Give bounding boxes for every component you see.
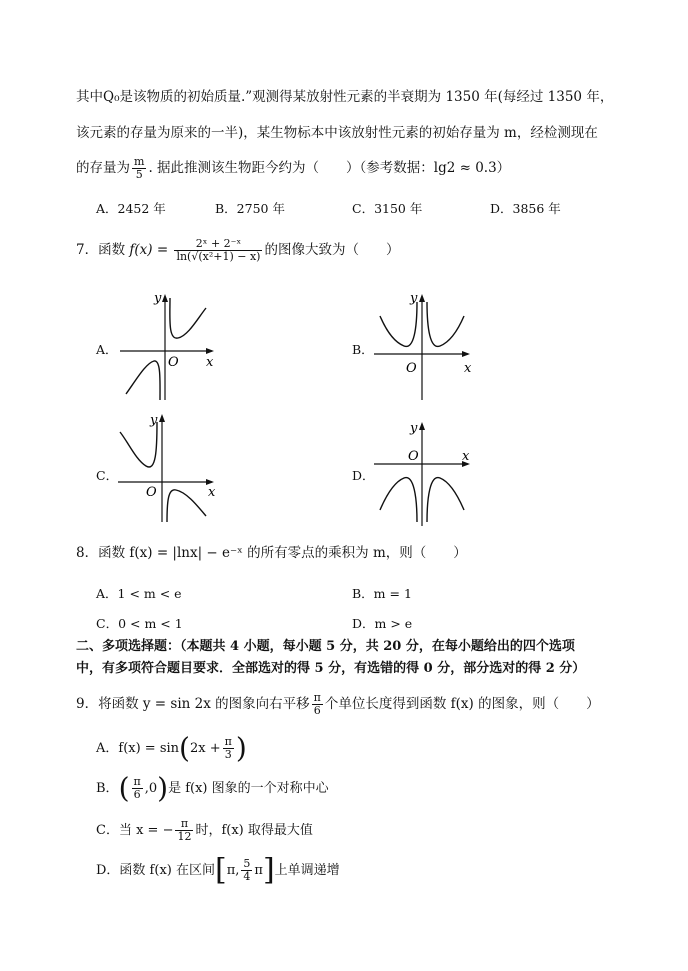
q9-option-c-prefix: C．当 x = − — [96, 823, 174, 838]
q9-option-b-point: ,0 — [144, 781, 158, 796]
right-paren: ) — [157, 771, 169, 805]
x-axis-arrow-icon — [206, 348, 214, 354]
right-paren: ) — [235, 731, 247, 765]
curve-right — [170, 298, 206, 338]
q9-option-c-num: π — [175, 818, 193, 831]
origin-label: O — [168, 355, 179, 370]
x-axis-arrow-icon — [462, 351, 470, 357]
curve-right — [427, 302, 464, 346]
q9-stem-suffix: 个单位长度得到函数 f(x) 的图象，则（ ） — [324, 696, 600, 712]
q9-option-d[interactable] — [96, 852, 340, 888]
q9-option-d-end: π — [254, 863, 263, 878]
q7-fraction-num: 2ˣ + 2⁻ˣ — [174, 238, 262, 251]
y-axis-arrow-icon — [419, 294, 425, 302]
q9-option-c-den: 12 — [177, 830, 192, 843]
q9-option-a-prefix: A．f(x) = sin — [96, 741, 180, 756]
q6-option-b[interactable]: B．2750 年 — [215, 201, 285, 216]
q8-option-b[interactable]: B．m = 1 — [352, 586, 412, 601]
curve-right — [167, 490, 206, 522]
q6-fraction-num: m — [134, 155, 145, 168]
y-axis-arrow-icon — [419, 422, 425, 430]
q9-option-b-label: B． — [96, 781, 119, 796]
q9-option-a-fraction — [223, 736, 234, 761]
q9-option-d-fraction — [241, 858, 252, 883]
y-label: y — [150, 413, 158, 428]
q6-line-1: 其中Q₀是该物质的初始质量.”观测得某放射性元素的半衰期为 1350 年(每经过 1350 年， — [76, 89, 614, 105]
y-axis-arrow-icon — [159, 414, 165, 422]
q6-fraction-den: 5 — [135, 168, 143, 181]
x-label: x — [206, 355, 214, 370]
q6-option-c[interactable]: C．3150 年 — [352, 201, 423, 216]
origin-label: O — [408, 449, 419, 464]
q7-option-a-label[interactable]: A． — [96, 342, 118, 357]
section2-heading-line-2: 中，有多项符合题目要求．全部选对的得 5 分，有选错的得 0 分，部分选对的得 2 分） — [76, 661, 586, 676]
y-label: y — [410, 291, 418, 306]
x-label: x — [462, 449, 470, 464]
q9-option-a[interactable] — [96, 731, 247, 765]
y-label: y — [410, 421, 418, 436]
q9-shift-num: π — [313, 691, 321, 704]
section2-heading-line-1: 二、多项选择题：（本题共 4 小题，每小题 5 分，共 20 分，在每小题给出的四个选项 — [76, 639, 575, 654]
q8-option-c[interactable]: C．0 < m < 1 — [96, 616, 183, 631]
curve-right — [427, 478, 464, 522]
left-paren: ( — [118, 771, 130, 805]
curve-left — [126, 361, 160, 400]
q9-option-d-den: 4 — [243, 870, 251, 883]
q9-option-c-fraction — [175, 818, 193, 843]
q9-option-c-suffix: 时，f(x) 取得最大值 — [195, 823, 313, 838]
curve-left — [120, 422, 157, 467]
q7-fraction — [174, 238, 262, 263]
q9-option-d-prefix: D．函数 f(x) 在区间 — [96, 863, 215, 878]
left-paren: ( — [179, 731, 190, 765]
q6-option-a[interactable]: A．2452 年 — [96, 201, 166, 216]
q9-option-d-suffix: 上单调递增 — [274, 863, 340, 878]
q8-stem: 8．函数 f(x) = |lnx| − e⁻ˣ 的所有零点的乘积为 m，则（ ） — [76, 545, 467, 561]
q7-graph-c[interactable] — [116, 410, 220, 525]
q7-option-d-label[interactable]: D． — [352, 468, 375, 483]
q7-prefix: 7．函数 — [76, 242, 126, 258]
q9-option-b[interactable] — [96, 771, 329, 805]
q9-stem-prefix: 9．将函数 y = sin 2x 的图象向右平移 — [76, 696, 310, 712]
curve-left — [380, 478, 417, 522]
origin-label: O — [406, 361, 417, 376]
q6-line-2: 该元素的存量为原来的一半)，某生物标本中该放射性元素的初始存量为 m，经检测现在 — [76, 125, 598, 141]
y-axis-arrow-icon — [162, 294, 168, 302]
left-bracket: [ — [214, 852, 227, 888]
q9-shift-fraction — [312, 692, 323, 717]
q9-option-a-den: 3 — [224, 748, 232, 761]
q9-option-b-den: 6 — [133, 788, 141, 801]
x-label: x — [464, 361, 472, 376]
q7-stem — [76, 238, 399, 263]
q9-option-b-text: 是 f(x) 图象的一个对称中心 — [168, 781, 329, 796]
q7-graph-b[interactable] — [372, 288, 476, 403]
q6-line-3 — [76, 156, 510, 181]
x-label: x — [208, 485, 216, 500]
q9-option-a-inner: 2x + — [189, 741, 221, 756]
q9-option-d-num: 5 — [243, 857, 251, 870]
q8-option-a[interactable]: A．1 < m < e — [96, 586, 182, 601]
q7-function-name: f(x) = — [129, 242, 169, 258]
curve-left — [380, 302, 417, 346]
q9-option-b-fraction — [132, 776, 143, 801]
q9-option-a-num: π — [224, 735, 232, 748]
q7-option-b-label[interactable]: B． — [352, 342, 374, 357]
right-bracket: ] — [262, 852, 275, 888]
q6-line-3-suffix: . 据此推测该生物距今约为（ ）（参考数据：lg2 ≈ 0.3） — [148, 160, 511, 176]
q7-option-c-label[interactable]: C． — [96, 468, 119, 483]
q9-option-b-num: π — [133, 775, 141, 788]
q8-option-d[interactable]: D．m > e — [352, 616, 413, 631]
q6-fraction — [132, 156, 146, 181]
q9-stem — [76, 692, 600, 717]
q7-fraction-den: ln(√(x²+1) − x) — [176, 250, 261, 263]
q7-graph-d[interactable] — [372, 418, 476, 528]
origin-label: O — [146, 485, 157, 500]
q7-suffix: 的图像大致为（ ） — [264, 242, 400, 258]
q6-line-3-prefix: 的存量为 — [76, 160, 130, 176]
q9-option-d-start: π, — [226, 863, 240, 878]
y-label: y — [154, 291, 162, 306]
q9-shift-den: 6 — [313, 704, 321, 717]
q7-graph-a[interactable] — [118, 288, 218, 403]
q9-option-c[interactable] — [96, 818, 313, 843]
q6-option-d[interactable]: D．3856 年 — [490, 201, 561, 216]
